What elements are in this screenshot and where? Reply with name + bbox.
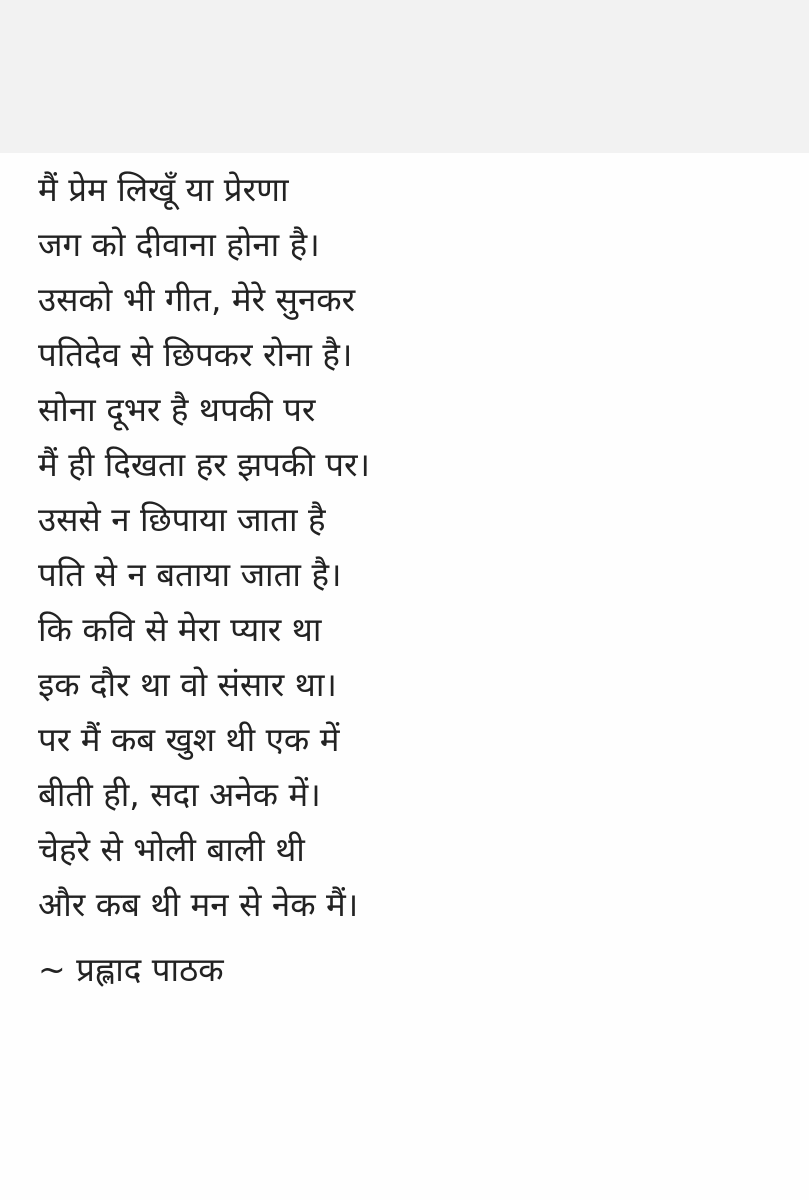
poem-line: इक दौर था वो संसार था।	[38, 665, 337, 704]
poem-line: मैं ही दिखता हर झपकी पर।	[38, 445, 371, 484]
poem-line: बीती ही, सदा अनेक में।	[38, 775, 321, 814]
poem-line: कि कवि से मेरा प्यार था	[38, 610, 322, 649]
poem-line: पतिदेव से छिपकर रोना है।	[38, 335, 353, 374]
poem-line: उससे न छिपाया जाता है	[38, 500, 326, 539]
poem-line: चेहरे से भोली बाली थी	[38, 830, 305, 869]
author-signature: ~ प्रह्लाद पाठक	[38, 950, 224, 989]
poem-line: पर मैं कब खुश थी एक में	[38, 720, 340, 759]
poem-line: उसको भी गीत, मेरे सुनकर	[38, 280, 356, 319]
poem-line: और कब थी मन से नेक मैं।	[38, 885, 359, 924]
poem-line: सोना दूभर है थपकी पर	[38, 390, 316, 429]
poem-line: मैं प्रेम लिखूँ या प्रेरणा	[38, 170, 289, 209]
top-band	[0, 0, 809, 153]
poem-line: पति से न बताया जाता है।	[38, 555, 342, 594]
poem-line: जग को दीवाना होना है।	[38, 225, 320, 264]
poem-body	[38, 162, 370, 932]
